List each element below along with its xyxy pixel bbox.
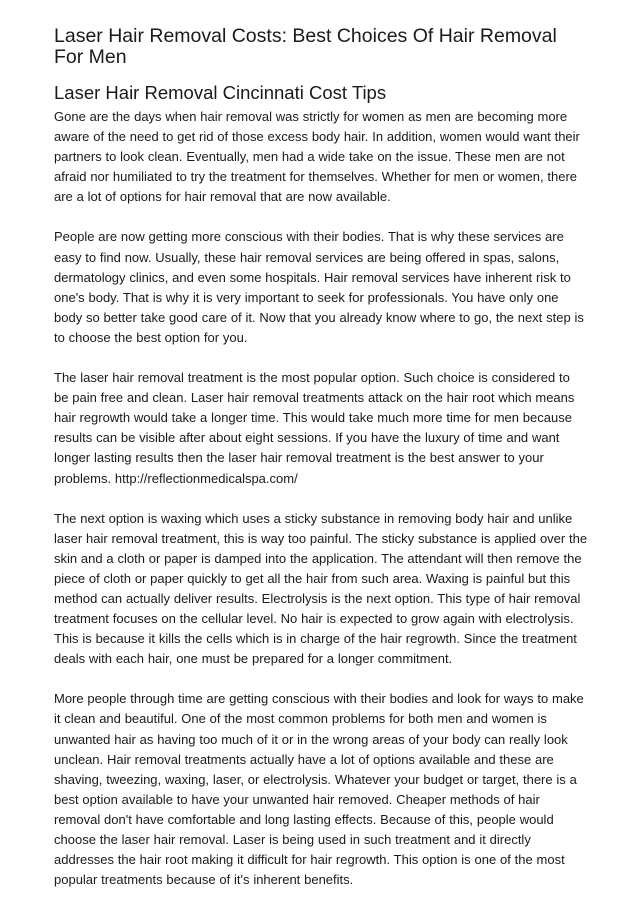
paragraph-laser: The laser hair removal treatment is the most popular option. Such choice is considered to be pain free and clean. Laser hair removal treatments attack on the hair root which means hair regrowth would take a longer time. This would take much more time for men because results can be visible after about eight sessions. If you have the luxury of time and want longer lasting results then the laser hair removal treatment is the best answer to your problems. http://reflectionmedicalspa.com/ [54, 370, 575, 486]
paragraph-options: More people through time are getting conscious with their bodies and look for ways to make it clean and beautiful. One of the most common problems for both men and women is unwanted hair as having too much of it or in the wrong areas of your body can really look unclean. Hair removal treatments actually have a lot of options available and these are shaving, tweezing, waxing, laser, or electrolysis. Whatever your budget or target, there is a best option available to have your unwanted hair removed. Cheaper methods of hair removal don't have comfortable and long lasting effects. Because of this, people would choose the laser hair removal. Laser is being used in such treatment and it directly addresses the hair root making it difficult for hair regrowth. This option is one of the most popular treatments because of it's inherent benefits. [54, 691, 584, 888]
paragraph-conscious: People are now getting more conscious with their bodies. That is why these services are easy to find now. Usually, these hair removal services are being offered in spas, salons, dermatology clinics, and even some hospitals. Hair removal services have inherent risk to one's body. That is why it is very important to seek for professionals. You have only one body so better take good care of it. Now that you already know where to go, the next step is to choose the best option for you. [54, 229, 584, 345]
paragraph-intro: Gone are the days when hair removal was strictly for women as men are becoming more aware of the need to get rid of those excess body hair. In addition, women would want their partners to look clean. Eventually, men had a wide take on the issue. These men are not afraid nor humiliated to try the treatment for themselves. Whether for men or women, there are a lot of options for hair removal that are now available. [54, 109, 580, 205]
paragraph-waxing: The next option is waxing which uses a sticky substance in removing body hair and unlike laser hair removal treatment, this is way too painful. The sticky substance is applied over the skin and a cloth or paper is damped into the application. The attendant will then remove the piece of cloth or paper quickly to get all the hair from such area. Waxing is painful but this method can actually deliver results. Electrolysis is the next option. This type of hair removal treatment focuses on the cellular level. No hair is expected to grow again with electrolysis. This is because it kills the cells which is in charge of the hair regrowth. Since the treatment deals with each hair, one must be prepared for a longer commitment. [54, 510, 588, 667]
document-title: Laser Hair Removal Costs: Best Choices Of Hair Removal For Men [54, 25, 557, 68]
section-heading: Laser Hair Removal Cincinnati Cost Tips [54, 82, 387, 103]
